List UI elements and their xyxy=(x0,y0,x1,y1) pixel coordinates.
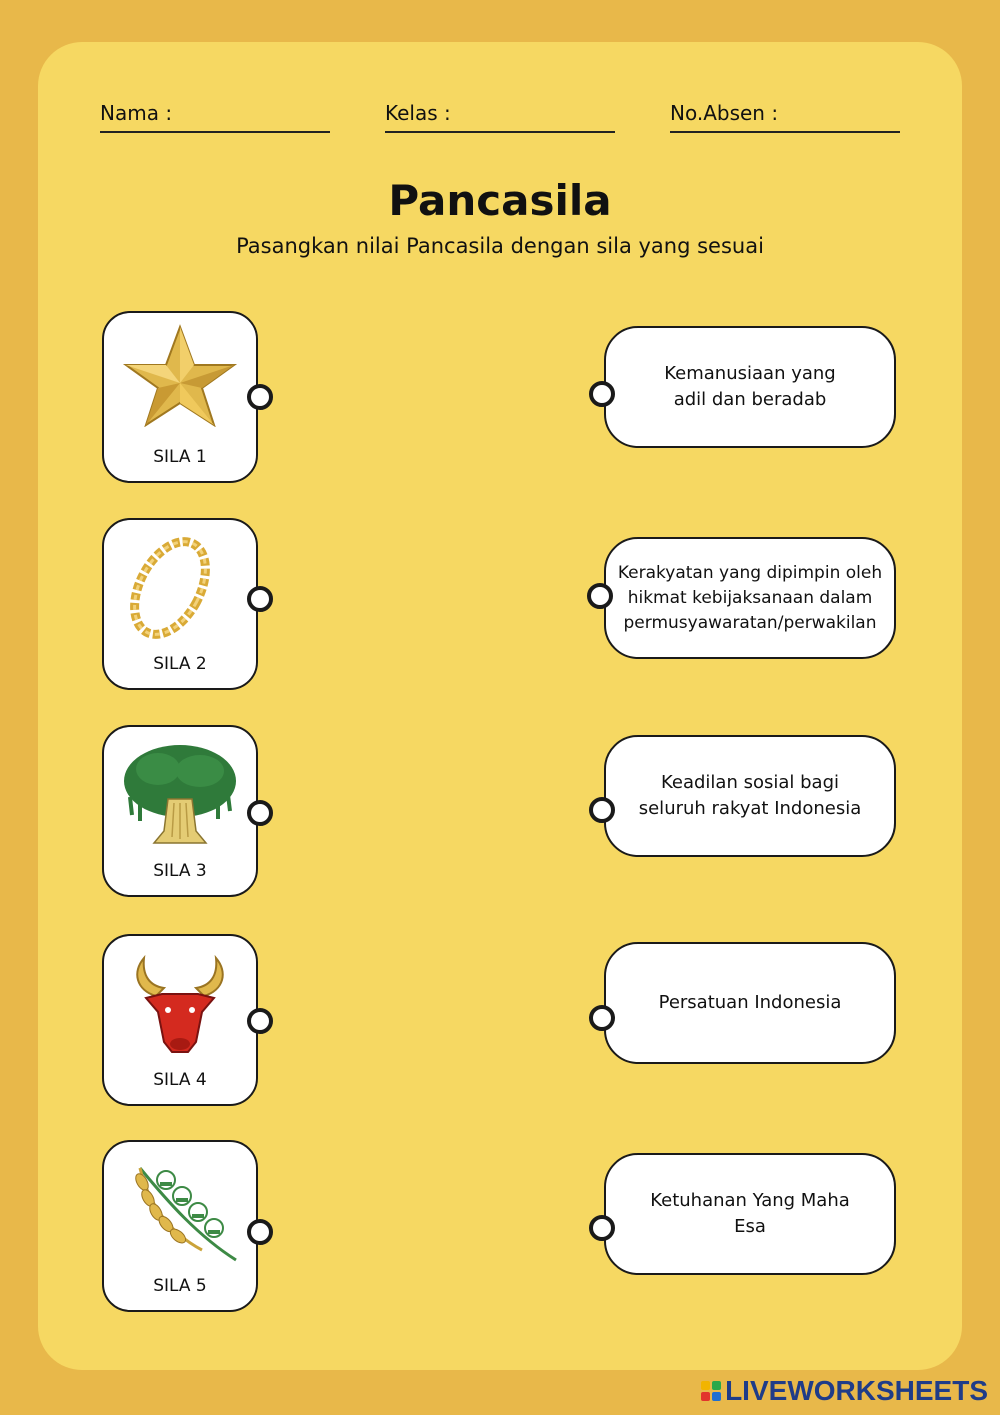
number-label: No.Absen : xyxy=(670,101,779,125)
number-field-line[interactable] xyxy=(670,131,900,133)
value-card-text: Kerakyatan yang dipimpin oleh hikmat kebijaksanaan dalam permusyawaratan/perwakilan xyxy=(617,562,883,633)
sila-label: SILA 1 xyxy=(153,447,207,467)
value-card-2 xyxy=(604,537,896,659)
value-3-connector[interactable] xyxy=(589,797,615,823)
name-field-line[interactable] xyxy=(100,131,330,133)
page-title: Pancasila xyxy=(388,176,612,225)
value-card-text: Keadilan sosial bagi seluruh rakyat Indonesia xyxy=(638,772,862,819)
liveworksheets-logo[interactable] xyxy=(701,1375,988,1407)
page-subtitle: Pasangkan nilai Pancasila dengan sila yang sesuai xyxy=(236,234,764,258)
value-card-5 xyxy=(604,1153,896,1275)
sila-label: SILA 4 xyxy=(153,1070,207,1090)
sila-3-connector[interactable] xyxy=(247,800,273,826)
sila-card-2 xyxy=(102,518,258,690)
sila-label: SILA 5 xyxy=(153,1276,207,1296)
sila-4-connector[interactable] xyxy=(247,1008,273,1034)
value-card-text: Persatuan Indonesia xyxy=(658,992,842,1013)
value-card-1 xyxy=(604,326,896,448)
sila-5-connector[interactable] xyxy=(247,1219,273,1245)
sila-1-connector[interactable] xyxy=(247,384,273,410)
value-5-connector[interactable] xyxy=(589,1215,615,1241)
brand-name: LIVEWORKSHEETS xyxy=(725,1375,988,1406)
value-card-text: Ketuhanan Yang Maha Esa xyxy=(650,1190,850,1237)
sila-2-connector[interactable] xyxy=(247,586,273,612)
chain-icon xyxy=(118,530,242,650)
value-1-connector[interactable] xyxy=(589,381,615,407)
sila-card-4 xyxy=(102,934,258,1106)
value-card-text: Kemanusiaan yang adil dan beradab xyxy=(664,363,836,410)
name-label: Nama : xyxy=(100,101,173,125)
class-label: Kelas : xyxy=(385,101,451,125)
value-4-connector[interactable] xyxy=(589,1005,615,1031)
bull-head-icon xyxy=(118,946,242,1058)
rice-cotton-icon xyxy=(118,1152,242,1268)
sila-card-5 xyxy=(102,1140,258,1312)
sila-label: SILA 3 xyxy=(153,861,207,881)
value-card-4 xyxy=(604,942,896,1064)
sila-card-3 xyxy=(102,725,258,897)
banyan-tree-icon xyxy=(118,737,242,847)
sila-card-1 xyxy=(102,311,258,483)
sila-label: SILA 2 xyxy=(153,654,207,674)
class-field-line[interactable] xyxy=(385,131,615,133)
liveworksheets-logo-icon xyxy=(701,1381,721,1401)
star-icon xyxy=(118,323,242,427)
value-2-connector[interactable] xyxy=(587,583,613,609)
value-card-3 xyxy=(604,735,896,857)
